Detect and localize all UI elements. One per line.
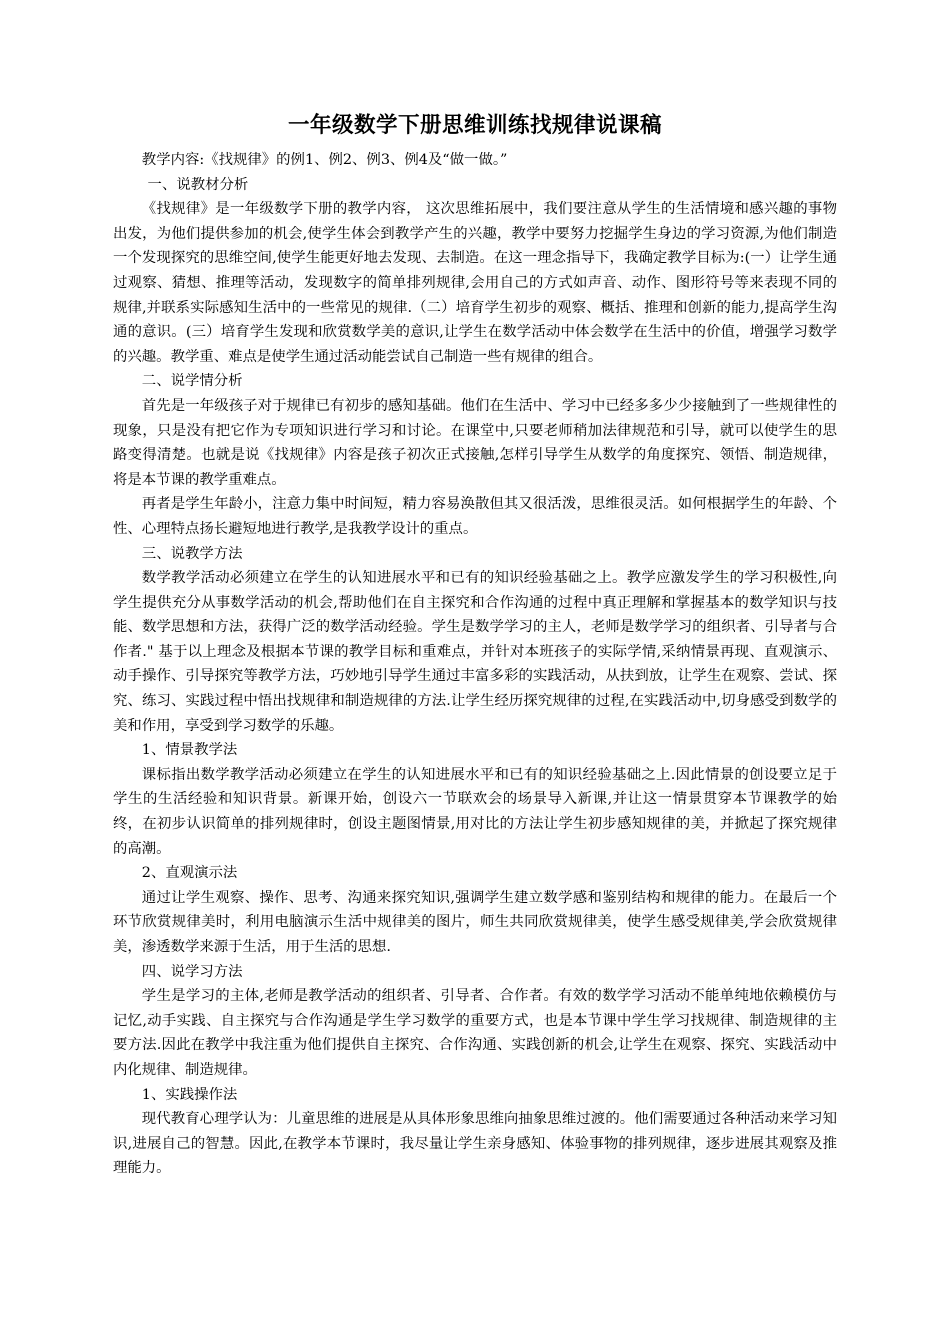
paragraph-learner-analysis-1: 首先是一年级孩子对于规律已有初步的感知基础。他们在生活中、学习中已经多多少少接触到了一些规律性的现象，只是没有把它作为专项知识进行学习和讨论。在课堂中,只要老师稍加法律规范和引导，就可以使学生的思路变得清楚。也就是说《找规律》内容是孩子初次正式接触,怎样引导学生从数学的角度探究、领悟、制造规律，将是本节课的教学重难点。 [113,397,837,488]
section-heading-learner-analysis: 二、说学情分析 [141,373,243,390]
paragraph-hands-on-practice: 现代教育心理学认为：儿童思维的进展是从具体形象思维向抽象思维过渡的。他们需要通过各种活动来学习知识,进展自己的智慧。因此,在教学本节课时，我尽量让学生亲身感知、体验事物的排列规律，逐步进展其观察及推理能力。 [113,1111,837,1177]
paragraph-teaching-methods: 数学教学活动必须建立在学生的认知进展水平和已有的知识经验基础之上。教学应激发学生的学习积极性,向学生提供充分从事数学活动的机会,帮助他们在自主探究和合作沟通的过程中真正理解和掌握基本的数学知识与技能、数学思想和方法，获得广泛的数学活动经验。学生是数学学习的主人，老师是数学学习的组织者、引导者与合作者." 基于以上理念及根据本节课的教学目标和重难点，并针对本班孩子的实际学情,采纳情景再现、直观演示、动手操作、引导探究等教学方法，巧妙地引导学生通过丰富多彩的实践活动，从扶到放，让学生在观察、尝试、探究、练习、实践过程中悟出找规律和制造规律的方法.让学生经历探究规律的过程,在实践活动中,切身感受到数学的美和作用，享受到学习数学的乐趣。 [113,570,837,734]
document-body [113,148,837,1181]
subheading-situational-teaching: 1、情景教学法 [141,742,238,759]
section-heading-textbook-analysis: 一、说教材分析 [147,176,249,193]
section-heading-teaching-methods: 三、说教学方法 [141,545,243,562]
paragraph-situational-teaching: 课标指出数学教学活动必须建立在学生的认知进展水平和已有的知识经验基础之上.因此情景的创设要立足于学生的生活经验和知识背景。新课开始，创设六一节联欢会的场景导入新课,并让这一情景贯穿本节课教学的始终，在初步认识简单的排列规律时，创设主题图情景,用对比的方法让学生初步感知规律的美，并掀起了探究规律的高潮。 [113,766,837,857]
paragraph-learning-methods: 学生是学习的主体,老师是教学活动的组织者、引导者、合作者。有效的数学学习活动不能单纯地依赖模仿与记忆,动手实践、自主探究与合作沟通是学生学习数学的重要方式，也是本节课中学生学习找规律、制造规律的主要方法.因此在教学中我注重为他们提供自主探究、合作沟通、实践创新的机会,让学生在观察、探究、实践活动中内化规律、制造规律。 [113,988,837,1078]
subheading-visual-demonstration: 2、直观演示法 [141,865,238,882]
paragraph-learner-analysis-2: 再者是学生年龄小，注意力集中时间短，精力容易涣散但其又很活泼，思维很灵活。如何根据学生的年龄、个性、心理特点扬长避短地进行教学,是我教学设计的重点。 [113,496,837,537]
paragraph-textbook-analysis: 《找规律》是一年级数学下册的教学内容， 这次思维拓展中，我们要注意从学生的生活情境和感兴趣的事物出发，为他们提供参加的机会,使学生体会到教学产生的兴趣，教学中要努力挖掘学生身边的学习资源,为他们制造一个发现探究的思维空间,使学生能更好地去发现、去制造。在这一理念指导下，我确定教学目标为:(一）让学生通过观察、猜想、推理等活动，发现数字的简单排列规律,会用自己的方式如声音、动作、图形符号等来表现不同的规律,并联系实际感知生活中的一些常见的规律.（二）培育学生初步的观察、概括、推理和创新的能力,提高学生沟通的意识。(三）培育学生发现和欣赏数学美的意识,让学生在数学活动中体会数学在生活中的价值，增强学习数学的兴趣。教学重、难点是使学生通过活动能尝试自己制造一些有规律的组合。 [113,201,837,365]
document-title: 一年级数学下册思维训练找规律说课稿 [287,113,662,138]
section-heading-learning-methods: 四、说学习方法 [141,963,243,980]
subheading-hands-on-practice: 1、实践操作法 [141,1086,238,1103]
teaching-content-line: 教学内容:《找规律》的例1、例2、例3、例4及“做一做。” [141,152,508,168]
paragraph-visual-demonstration: 通过让学生观察、操作、思考、沟通来探究知识,强调学生建立数学感和鉴别结构和规律的能力。在最后一个环节欣赏规律美时，利用电脑演示生活中规律美的图片，师生共同欣赏规律美，使学生感受规律美,学会欣赏规律美，渗透数学来源于生活，用于生活的思想. [113,889,837,955]
